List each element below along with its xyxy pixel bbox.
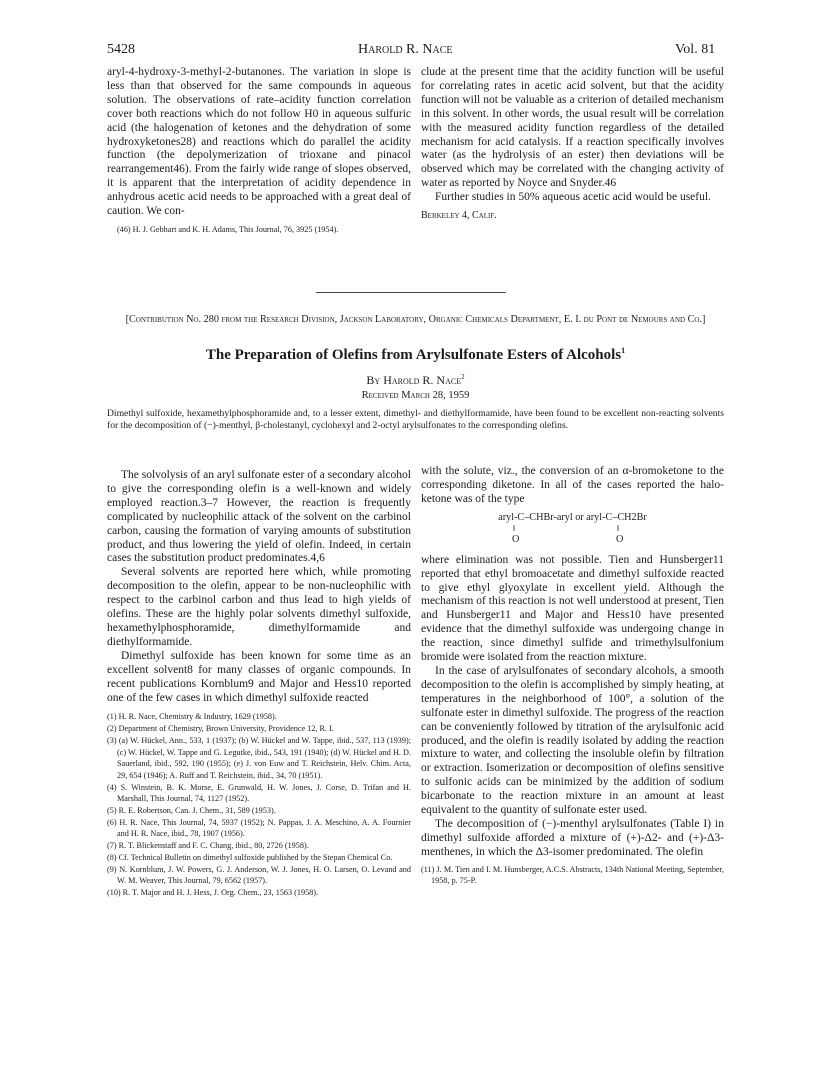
- running-head: Harold R. Nace: [358, 42, 453, 57]
- article-title-text: The Preparation of Olefins from Arylsulfonate Esters of Alcohols: [205, 347, 622, 363]
- structure-formula: aryl-C–CHBr-aryl or aryl-C–CH2Br: [498, 511, 647, 523]
- prev-left-footnote: (46) H. J. Gebhart and K. H. Adams, This Journal, 76, 3925 (1954).: [117, 224, 339, 234]
- article-title: [107, 346, 724, 364]
- footnote-8: (8) Cf. Technical Bulletin on dimethyl sulfoxide published by the Stepan Chemical Co.: [107, 852, 393, 862]
- body-right-paragraph-2: where elimination was not possible. Tien and Hunsberger11 reported that ethyl bromoacetate and dimethyl sulfoxide reacted to give ethyl glyoxylate in excellent yield. Although the mechanism of this reaction is not well understood at present, Tien and Hunsberger11 and Major and Hess10 have presented evidence that the dimethyl sulfoxide was undergoing change in the reaction, since dimethyl sulfide and trimethylsulfonium bromide were isolated from the reaction mixture.: [421, 553, 724, 664]
- footnote-9: (9) N. Kornblum, J. W. Powers, G. J. Anderson, W. J. Jones, H. O. Larsen, O. Levand and W. M. Weaver, This Journal, 79, 6562 (1957).: [107, 864, 411, 886]
- footnote-2: (2) Department of Chemistry, Brown University, Providence 12, R. I.: [107, 724, 334, 734]
- footnote-11: (11) J. M. Tien and I. M. Hunsberger, A.C.S. Abstracts, 134th National Meeting, September, 1958, p. 75-P.: [421, 864, 724, 886]
- body-left-column: [107, 469, 411, 899]
- double-bond-mark-1: ‖: [513, 523, 516, 533]
- prev-article-left-column: [107, 66, 411, 236]
- body-left-paragraph-2: Several solvents are reported here which, while promoting decomposition to the olefin, appear to be non-nucleophilic with respect to the carbinol carbon and thus lead to high yields of olefins. These are the highly polar solvents dimethyl sulfoxide, hexamethylphosphoramide, dimethylformamide and diethylformamide.: [107, 566, 411, 648]
- prev-right-paragraph-2: Further studies in 50% aqueous acetic acid would be useful.: [435, 191, 711, 204]
- author-address: Berkeley 4, Calif.: [421, 210, 497, 222]
- footnote-5: (5) R. E. Robertson, Can. J. Chem., 31, 589 (1953).: [107, 806, 276, 816]
- oxygen-atom-2: O: [616, 533, 624, 545]
- body-left-paragraph-3: Dimethyl sulfoxide has been known for some time as an excellent solvent8 for many classes of organic compounds. In recent publications Kornblum9 and Major and Hess10 reported one of the few cases in which dimethyl sulfoxide reacted: [107, 649, 411, 704]
- byline-text: By Harold R. Nace: [366, 373, 462, 387]
- oxygen-atom-1: O: [512, 533, 520, 545]
- footnote-6: (6) H. R. Nace, This Journal, 74, 5937 (1952); N. Pappas, J. A. Meschino, A. A. Fournier and H. R. Nace, ibid., 78, 1907 (1956).: [107, 817, 411, 839]
- received-date: Received March 28, 1959: [361, 390, 470, 401]
- structure-carbonyl-row: [421, 524, 724, 536]
- body-right-paragraph-4: The decomposition of (−)-menthyl arylsulfonates (Table I) in dimethyl sulfoxide afforded a mixture of (+)-Δ2- and (+)-Δ3-menthenes, in which the Δ3-isomer predominated. The olefin: [421, 817, 724, 858]
- page-number: 5428: [107, 42, 135, 57]
- footnote-4: (4) S. Winstein, B. K. Morse, E. Grunwald, H. W. Jones, J. Corse, D. Trifan and H. Marshall, This Journal, 74, 1127 (1952).: [107, 782, 411, 804]
- footnote-7: (7) R. T. Blickenstaff and F. C. Chang, ibid., 80, 2726 (1958).: [107, 841, 309, 851]
- article-separator-rule: [316, 292, 506, 293]
- byline-footnote-marker: 2: [461, 373, 465, 381]
- title-footnote-marker: 1: [621, 346, 626, 355]
- contribution-line: [Contribution No. 280 from the Research Division, Jackson Laboratory, Organic Chemicals Department, E. I. du Pont de Nemours and Co.]: [125, 314, 706, 325]
- abstract: Dimethyl sulfoxide, hexamethylphosphoramide and, to a lesser extent, dimethyl- and diethylformamide, have been found to be excellent non-reacting solvents for the decomposition of (−)-menthyl, β-cholestanyl, cyclohexyl and 2-octyl arylsulfonates to the corresponding olefins.: [107, 408, 724, 431]
- body-right-paragraph-3: In the case of arylsulfonates of secondary alcohols, a smooth decomposition to the olefin is accomplished by simply heating, at temperatures in the neighborhood of 100°, a solution of the sulfonate ester in dimethyl sulfoxide. The progress of the reaction can be conveniently followed by titration of the arylsulfonic acid produced, and the olefin is readily isolated by adding the reaction mixture to water, and collecting the insoluble olefin by filtration or extraction. Isomerization or decomposition of olefins sensitive to sulfonic acids can be minimized by the addition of sodium bicarbonate to the reaction mixture in an amount at least equivalent to the quantity of sulfonate ester used.: [421, 664, 724, 817]
- body-right-column: [421, 465, 724, 887]
- footnote-1: (1) H. R. Nace, Chemistry & Industry, 1629 (1958).: [107, 712, 277, 722]
- prev-article-right-column: [421, 66, 724, 223]
- footnote-10: (10) R. T. Major and H. J. Hess, J. Org. Chem., 23, 1563 (1958).: [107, 887, 319, 897]
- prev-right-paragraph-1: clude at the present time that the acidity function will be useful for correlating rates in acetic acid solvent, but that the acidity function will not be valuable as a criterion of detailed mechanism in this solvent. In other words, the usual result will be correlation with the measured acidity function regardless of the detailed mechanism for acid catalysis. If a reaction specifically involves water (as the hydrolysis of an ester) then deviations will be observed which may be correlated with the changing activity of water as reported by Noyce and Snyder.46: [421, 66, 724, 190]
- footnote-3: (3) (a) W. Hückel, Ann., 533, 1 (1937); (b) W. Hückel and W. Tappe, ibid., 537, 113 (1939); (c) W. Hückel, W. Tappe and G. Legutke, ibid., 543, 191 (1940); (d) W. Hückel and H. D. Sauerland, ibid., 592, 190 (1955); (e) J. von Euw and T. Reichstein, Helv. Chim. Acta, 29, 654 (1946); A. Ruff and T. Reichstein, ibid., 34, 70 (1951).: [107, 735, 411, 780]
- body-left-paragraph-1: The solvolysis of an aryl sulfonate ester of a secondary alcohol to give the corresponding olefin is a well-known and widely employed reaction.3–7 However, the reaction is frequently complicated by nucleophilic attack of the solvent on the carbinol carbon, causing the formation of varying amounts of substitution product, and thus lowering the yield of olefin. Indeed, in certain cases the substitution product predominates.4,6: [107, 469, 411, 565]
- footnotes-left: [107, 711, 411, 898]
- haloketone-structure: [421, 512, 724, 548]
- volume-label: Vol. 81: [675, 42, 716, 57]
- double-bond-mark-2: ‖: [617, 523, 620, 533]
- structure-oxygen-row: [421, 533, 724, 548]
- body-right-paragraph-1: with the solute, viz., the conversion of an α-bromoketone to the corresponding diketone. In all of the cases reported the halo-ketone was of the type: [421, 465, 724, 505]
- byline: [107, 373, 724, 388]
- prev-left-paragraph: aryl-4-hydroxy-3-methyl-2-butanones. The variation in slope is less than that observed for the same compounds in aqueous solution. The observations of rate–acidity function correlation cover both reactions which do not follow H0 in aqueous sulfuric acid (the halogenation of ketones and the dehydration of some hydroxyketones28) and reactions which do parallel the acidity function (the depolymerization of trioxane and pinacol rearrangement46). From the fairly wide range of slopes observed, it is apparent that the interpretation of acidity dependence in anhydrous acetic acid needs to be approached with a great deal of caution. We con-: [107, 66, 411, 218]
